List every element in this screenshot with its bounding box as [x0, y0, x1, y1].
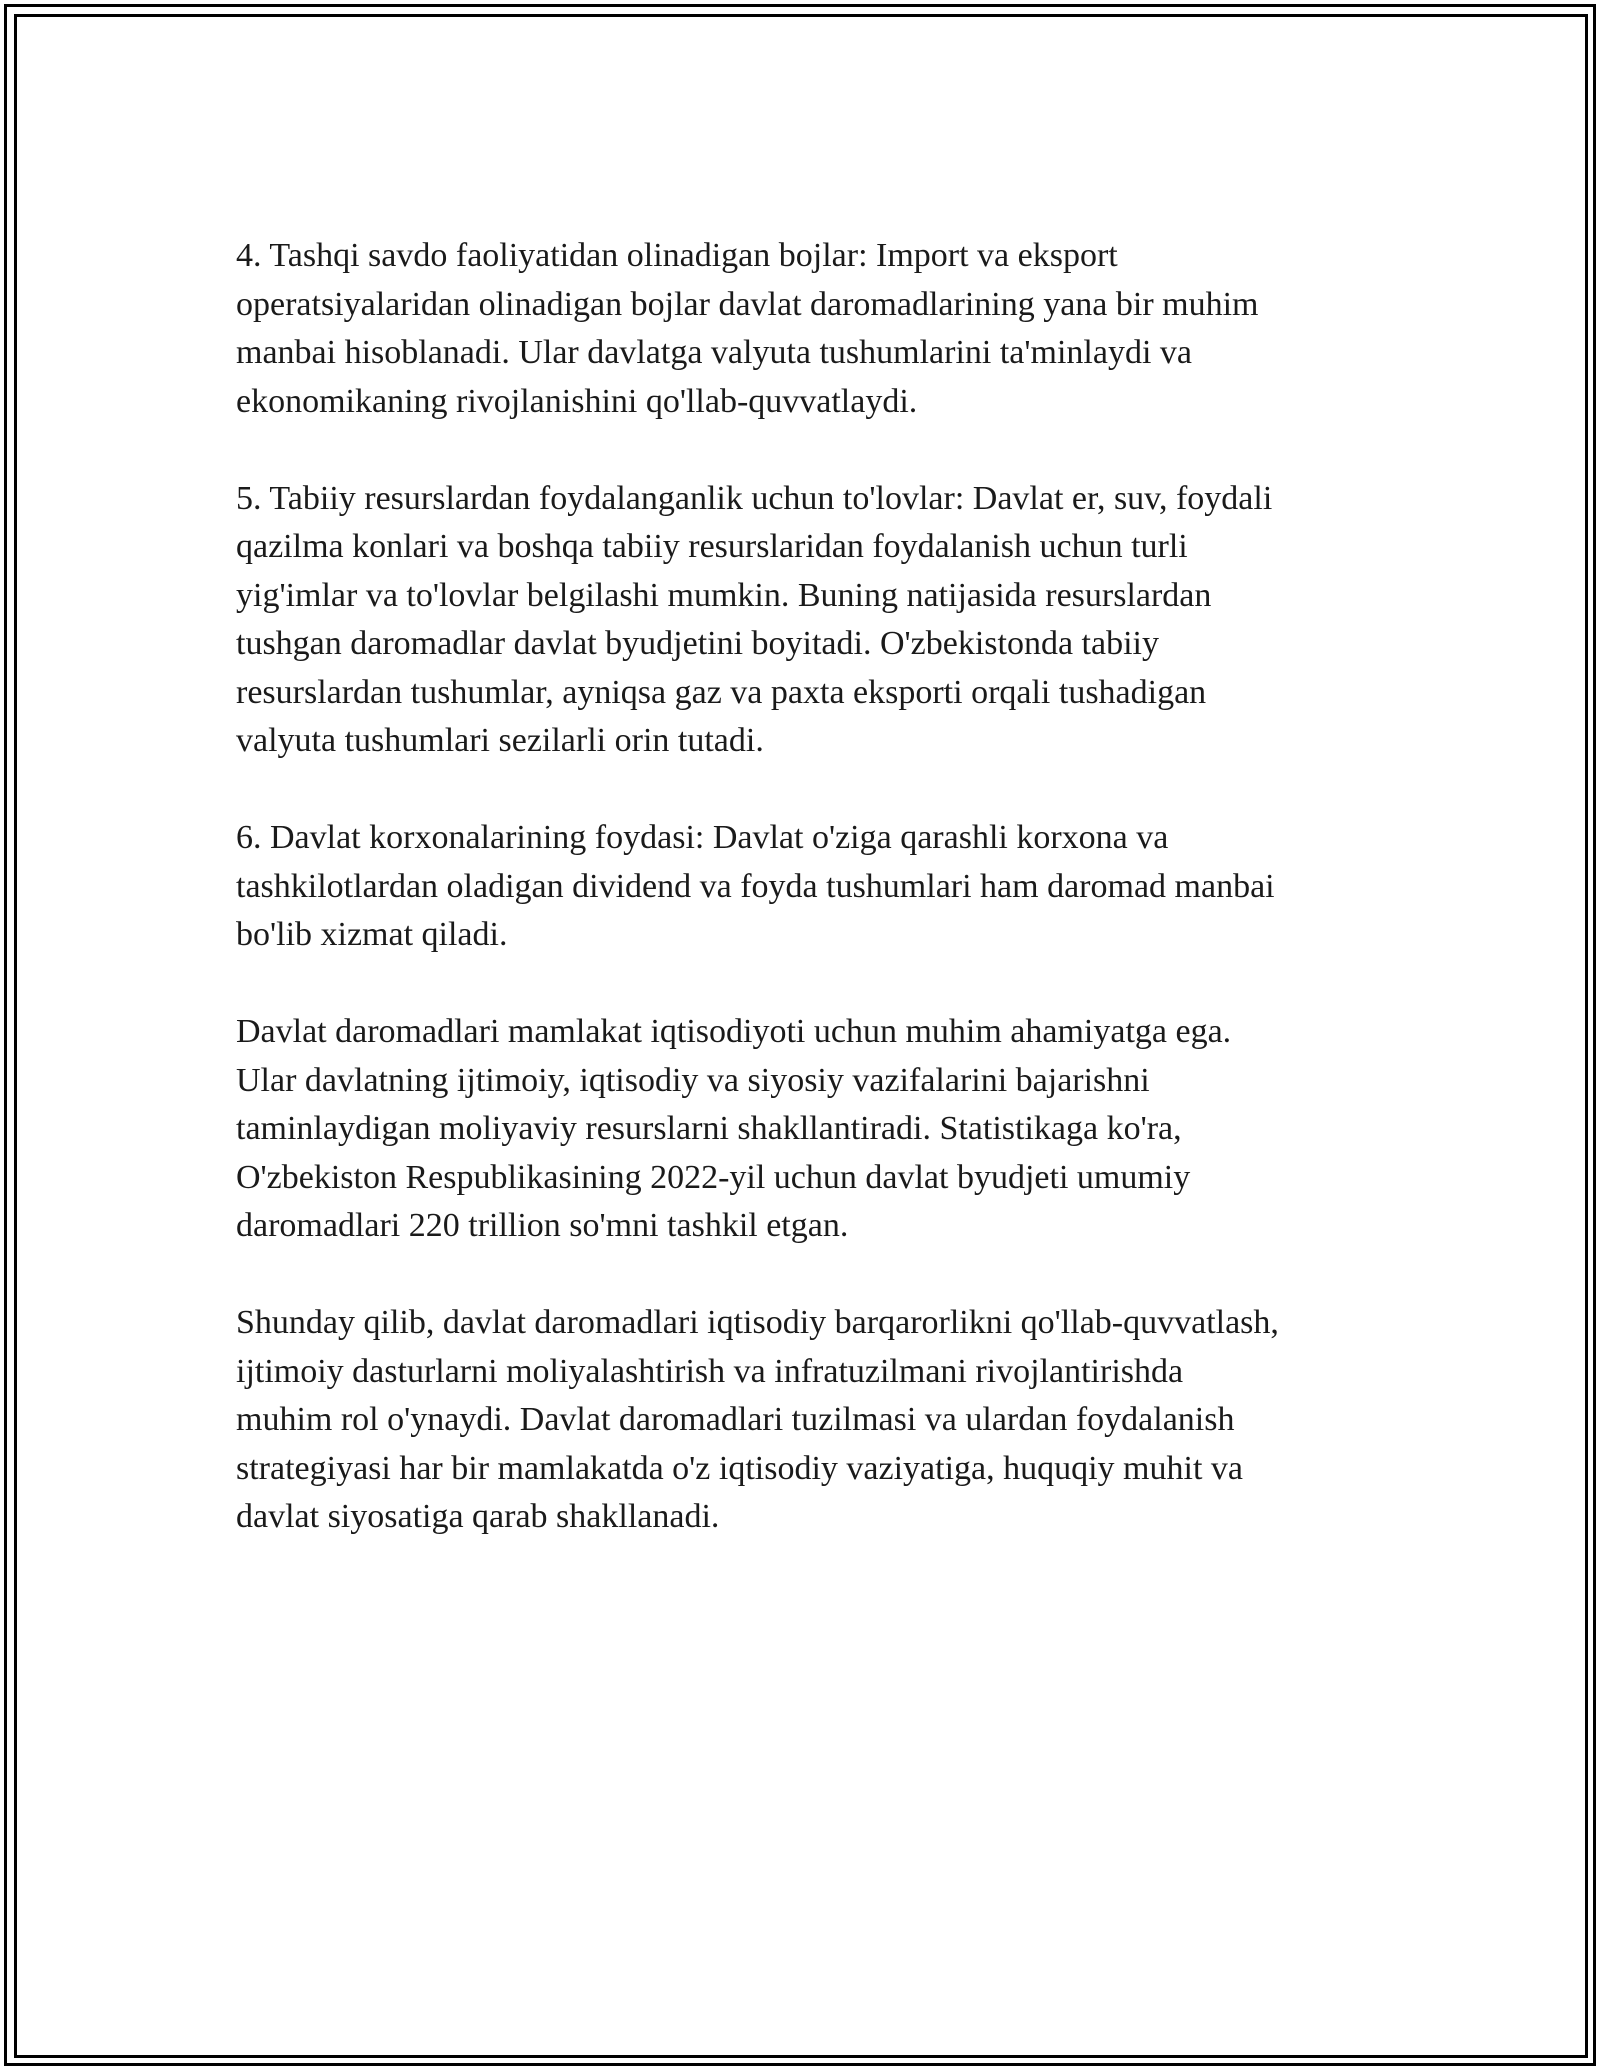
- paragraph-natural-resources: 5. Tabiiy resurslardan foydalanganlik uchun to'lovlar: Davlat er, suv, foydali qazilma konlari va boshqa tabiiy resurslaridan foydalanish uchun turli yig'imlar va to'lovlar belgilashi mumkin. Buning natijasida resurslardan tushgan daromadlar davlat byudjetini boyitadi. O'zbekistonda tabiiy resurslardan tushumlar, ayniqsa gaz va paxta eksporti orqali tushadigan valyuta tushumlari sezilarli orin tutadi.: [236, 479, 1273, 759]
- paragraph-customs-duties: 4. Tashqi savdo faoliyatidan olinadigan bojlar: Import va eksport operatsiyalaridan olinadigan bojlar davlat daromadlarining yana bir muhim manbai hisoblanadi. Ular davlatga valyuta tushumlarini ta'minlaydi va ekonomikaning rivojlanishini qo'llab-quvvatlaydi.: [236, 237, 1259, 420]
- paragraph-state-enterprises: 6. Davlat korxonalarining foydasi: Davlat o'ziga qarashli korxona va tashkilotlardan oladigan dividend va foyda tushumlari ham daromad manbai bo'lib xizmat qiladi.: [236, 819, 1275, 953]
- paragraph-conclusion: Shunday qilib, davlat daromadlari iqtisodiy barqarorlikni qo'llab-quvvatlash, ijtimoiy dasturlarni moliyalashtirish va infratuzilmani rivojlantirishda muhim rol o'ynaydi. Davlat daromadlari tuzilmasi va ulardan foydalanish strategiyasi har bir mamlakatda o'z iqtisodiy vaziyatiga, huquqiy muhit va davlat siyosatiga qarab shakllanadi.: [236, 1304, 1279, 1535]
- paragraph-revenue-importance: Davlat daromadlari mamlakat iqtisodiyoti uchun muhim ahamiyatga ega. Ular davlatning ijtimoiy, iqtisodiy va siyosiy vazifalarini bajarishni taminlaydigan moliyaviy resurslarni shakllantiradi. Statistikaga ko'ra, O'zbekiston Respublikasining 2022-yil uchun davlat byudjeti umumiy daromadlari 220 trillion so'mni tashkil etgan.: [236, 1013, 1232, 1244]
- document-body: [236, 232, 1386, 1590]
